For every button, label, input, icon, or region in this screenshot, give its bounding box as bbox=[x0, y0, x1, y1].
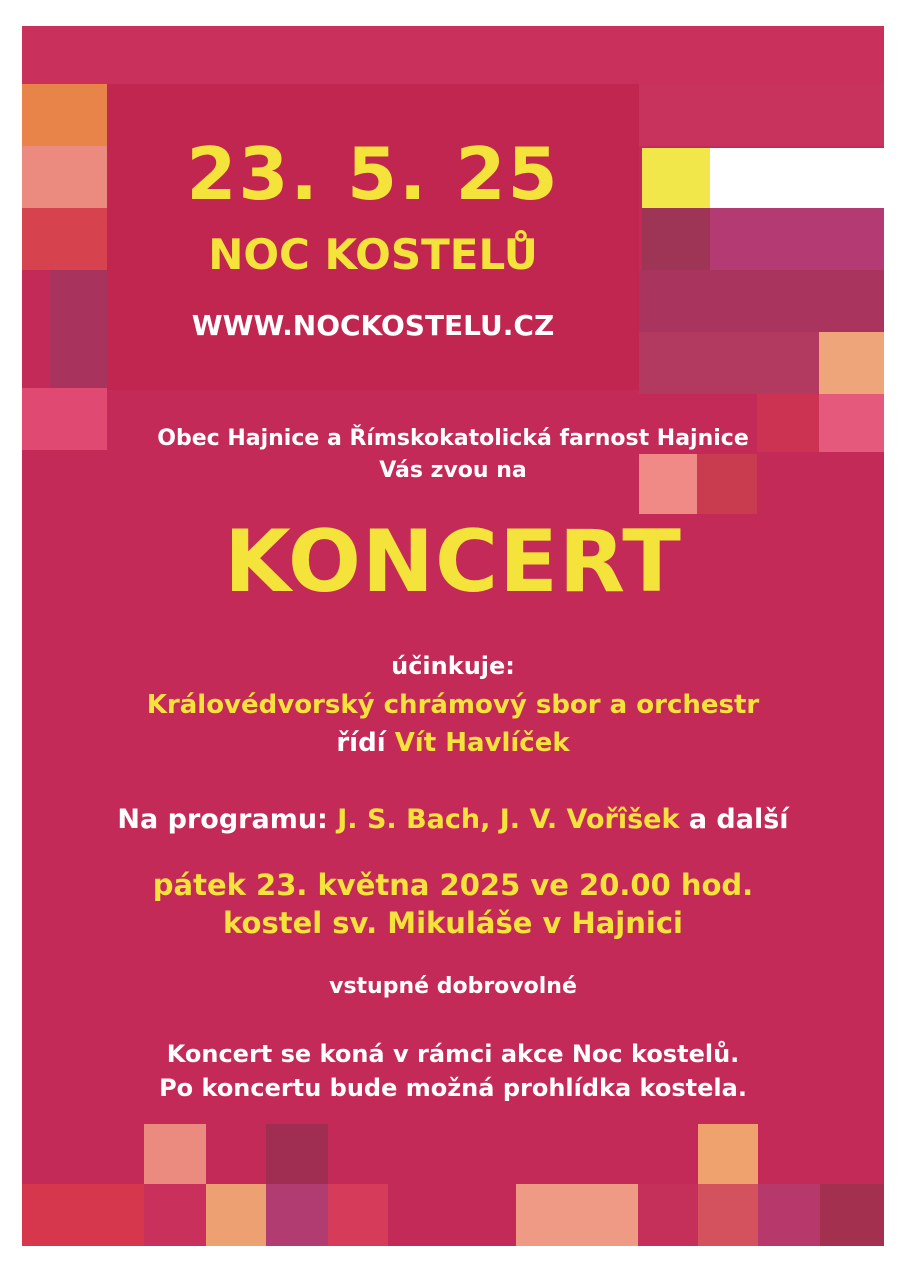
decor-tile bbox=[639, 332, 819, 394]
note-line-2: Po koncertu bude možná prohlídka kostela. bbox=[159, 1074, 747, 1102]
decor-tile bbox=[642, 208, 710, 270]
decor-tile bbox=[642, 148, 710, 208]
decor-tile bbox=[144, 1124, 206, 1184]
decor-tile bbox=[516, 1184, 638, 1246]
website-link[interactable]: WWW.NOCKOSTELU.CZ bbox=[191, 309, 555, 342]
decor-tile bbox=[22, 208, 107, 270]
poster bbox=[22, 26, 884, 1246]
decor-tile bbox=[328, 1184, 388, 1246]
event-datetime: pátek 23. května 2025 ve 20.00 hod. bbox=[152, 868, 754, 902]
decor-tile bbox=[22, 26, 884, 84]
program-suffix: a další bbox=[688, 804, 789, 835]
performers-label: účinkuje: bbox=[391, 652, 515, 680]
decor-tile bbox=[22, 1184, 144, 1246]
decor-tile bbox=[710, 208, 884, 270]
decor-tile bbox=[698, 1184, 758, 1246]
note-line-1: Koncert se koná v rámci akce Noc kostelů. bbox=[166, 1040, 740, 1068]
decor-tile bbox=[698, 1124, 758, 1184]
concert-title: KONCERT bbox=[224, 512, 682, 612]
program-label: Na programu: bbox=[117, 804, 328, 835]
event-name: NOC KOSTELŮ bbox=[208, 230, 538, 279]
conductor-line bbox=[22, 726, 884, 760]
decor-tile bbox=[639, 270, 884, 332]
decor-tile bbox=[144, 1184, 206, 1246]
entry-fee: vstupné dobrovolné bbox=[329, 974, 577, 999]
decor-tile bbox=[266, 1184, 328, 1246]
decor-tile bbox=[710, 148, 884, 208]
invitation-line: Vás zvou na bbox=[379, 458, 527, 483]
conductor-name: Vít Havlíček bbox=[394, 728, 570, 758]
organizers: Obec Hajnice a Římskokatolická farnost Hajnice bbox=[157, 426, 749, 451]
decor-tile bbox=[638, 1184, 698, 1246]
event-place: kostel sv. Mikuláše v Hajnici bbox=[223, 906, 683, 940]
decor-tile bbox=[639, 84, 884, 146]
decor-tile bbox=[22, 146, 107, 208]
decor-tile bbox=[206, 1184, 266, 1246]
decor-tile bbox=[820, 1184, 884, 1246]
decor-tile bbox=[758, 1184, 820, 1246]
decor-tile bbox=[819, 332, 884, 394]
program-line bbox=[22, 802, 884, 838]
decor-tile bbox=[50, 270, 107, 388]
event-date: 23. 5. 25 bbox=[186, 132, 560, 216]
program-composers: J. S. Bach, J. V. Vořîšek bbox=[337, 804, 680, 835]
conductor-label: řídí bbox=[336, 728, 386, 758]
decor-tile bbox=[22, 84, 107, 146]
performer-ensemble: Královédvorský chrámový sbor a orchestr bbox=[146, 690, 760, 720]
decor-tile bbox=[266, 1124, 328, 1184]
